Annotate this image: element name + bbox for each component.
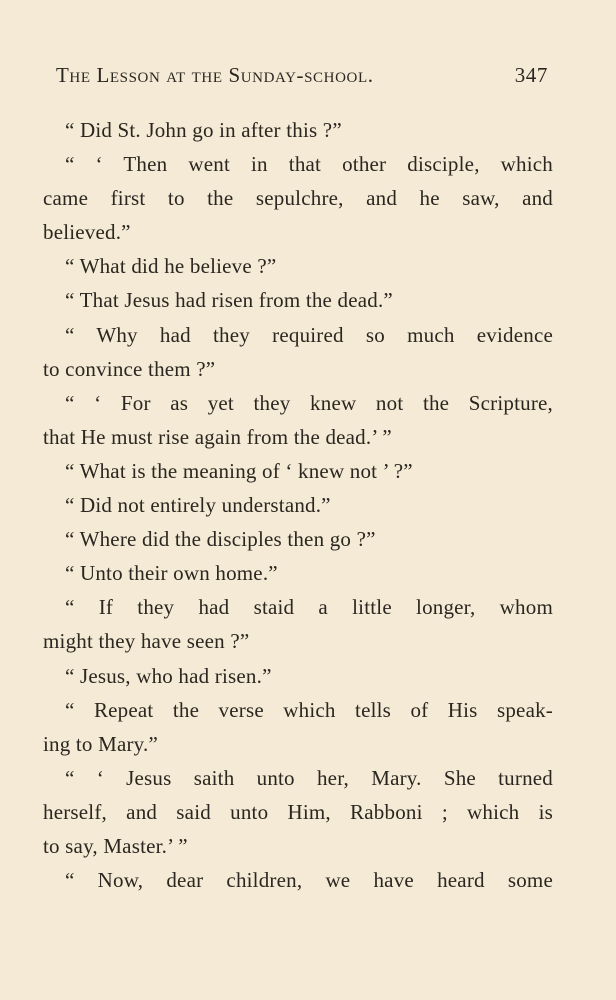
text-line: “ Repeat the verse which tells of His speak- <box>65 697 553 722</box>
text-line: “ What did he believe ?” <box>65 254 277 279</box>
text-line: believed.” <box>43 220 131 245</box>
text-line: “ ‘ For as yet they knew not the Scripture, <box>65 390 553 415</box>
text-line: “ ‘ Then went in that other disciple, which <box>65 152 553 177</box>
text-line: “ ‘ Jesus saith unto her, Mary. She turned <box>65 765 553 790</box>
text-line: might they have seen ?” <box>43 629 250 654</box>
page-number: 347 <box>514 63 548 87</box>
text-line: that He must rise again from the dead.’ ” <box>43 424 392 449</box>
text-line: “ Did not entirely understand.” <box>65 493 331 518</box>
text-line: “ What is the meaning of ‘ knew not ’ ?” <box>65 458 413 483</box>
text-line: ing to Mary.” <box>43 731 158 756</box>
text-line: “ Jesus, who had risen.” <box>65 663 272 688</box>
running-title: The Lesson at the Sunday-school. <box>56 63 374 87</box>
text-line: to convince them ?” <box>43 356 216 381</box>
text-line: “ That Jesus had risen from the dead.” <box>65 288 393 313</box>
body-text <box>43 113 553 897</box>
text-line: “ If they had staid a little longer, whom <box>65 595 553 620</box>
text-line: “ Unto their own home.” <box>65 561 278 586</box>
text-line: “ Now, dear children, we have heard some <box>65 868 553 893</box>
text-line: “ Where did the disciples then go ?” <box>65 527 376 552</box>
text-line: “ Why had they required so much evidence <box>65 322 553 347</box>
text-line: to say, Master.’ ” <box>43 833 188 858</box>
text-line: “ Did St. John go in after this ?” <box>65 118 342 142</box>
running-head <box>56 63 552 95</box>
text-line: herself, and said unto Him, Rabboni ; which is <box>43 799 553 824</box>
text-line: came first to the sepulchre, and he saw, and <box>43 186 553 211</box>
